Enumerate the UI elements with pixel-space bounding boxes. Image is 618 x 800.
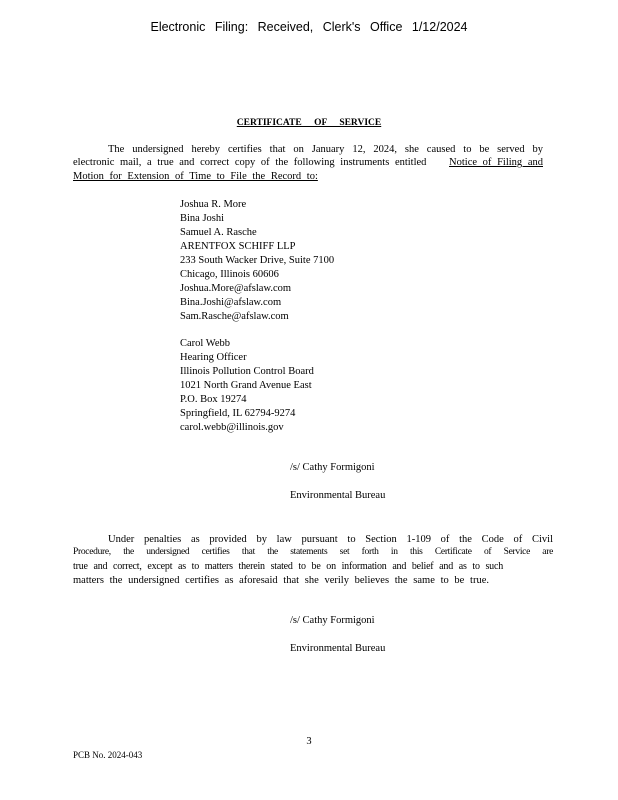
recipient-line: ARENTFOX SCHIFF LLP <box>180 241 296 252</box>
recipient-line: Illinois Pollution Control Board <box>180 366 314 377</box>
verification-line-2: Procedure, the undersigned certifies that the statements set forth in this Certificate of Service are <box>73 547 553 557</box>
recipient-line: Samuel A. Rasche <box>180 227 257 238</box>
recipient-line: 233 South Wacker Drive, Suite 7100 <box>180 255 335 266</box>
recipient-block-1 <box>180 198 334 324</box>
signature-2-bureau: Environmental Bureau <box>290 643 386 654</box>
recipient-line: 1021 North Grand Avenue East <box>180 380 312 391</box>
intro-line-2-text: electronic mail, a true and correct copy of the following instruments entitled <box>73 157 427 168</box>
recipient-line: Chicago, Illinois 60606 <box>180 269 279 280</box>
recipient-line: Bina Joshi <box>180 213 225 224</box>
certificate-title: CERTIFICATE OF SERVICE <box>236 118 382 128</box>
electronic-filing-header: Electronic Filing: Received, Clerk's Office 1/12/2024 <box>150 20 468 34</box>
page-number: 3 <box>306 736 312 747</box>
intro-line-3-text: Motion for Extension of Time to File the Record to: <box>73 171 318 182</box>
recipient-line: Hearing Officer <box>180 352 247 363</box>
intro-line-1: The undersigned hereby certifies that on January 12, 2024, she caused to be served by <box>108 144 543 155</box>
signature-2-name: /s/ Cathy Formigoni <box>290 615 375 626</box>
recipient-line: Joshua R. More <box>180 199 247 210</box>
case-number-footer: PCB No. 2024-043 <box>73 750 143 760</box>
recipient-line: P.O. Box 19274 <box>180 394 247 405</box>
recipient-line: Springfield, IL 62794-9274 <box>180 408 296 419</box>
verification-line-1: Under penalties as provided by law pursuant to Section 1-109 of the Code of Civil <box>108 534 553 545</box>
recipient-email: Joshua.More@afslaw.com <box>180 283 292 294</box>
recipient-line: Carol Webb <box>180 338 230 349</box>
intro-line-2 <box>73 156 543 169</box>
recipient-block-2 <box>180 337 314 435</box>
verification-line-4: matters the undersigned certifies as aforesaid that she verily believes the same to be true. <box>73 575 489 586</box>
signature-1-bureau: Environmental Bureau <box>290 490 386 501</box>
recipient-email: Bina.Joshi@afslaw.com <box>180 297 282 308</box>
intro-line-3 <box>73 170 318 183</box>
recipient-email: Sam.Rasche@afslaw.com <box>180 311 289 322</box>
notice-of-filing-title: Notice of Filing and <box>449 157 543 168</box>
verification-line-3: true and correct, except as to matters therein stated to be on information and belief and as to such <box>73 561 503 572</box>
recipient-email: carol.webb@illinois.gov <box>180 422 284 433</box>
signature-1-name: /s/ Cathy Formigoni <box>290 462 375 473</box>
